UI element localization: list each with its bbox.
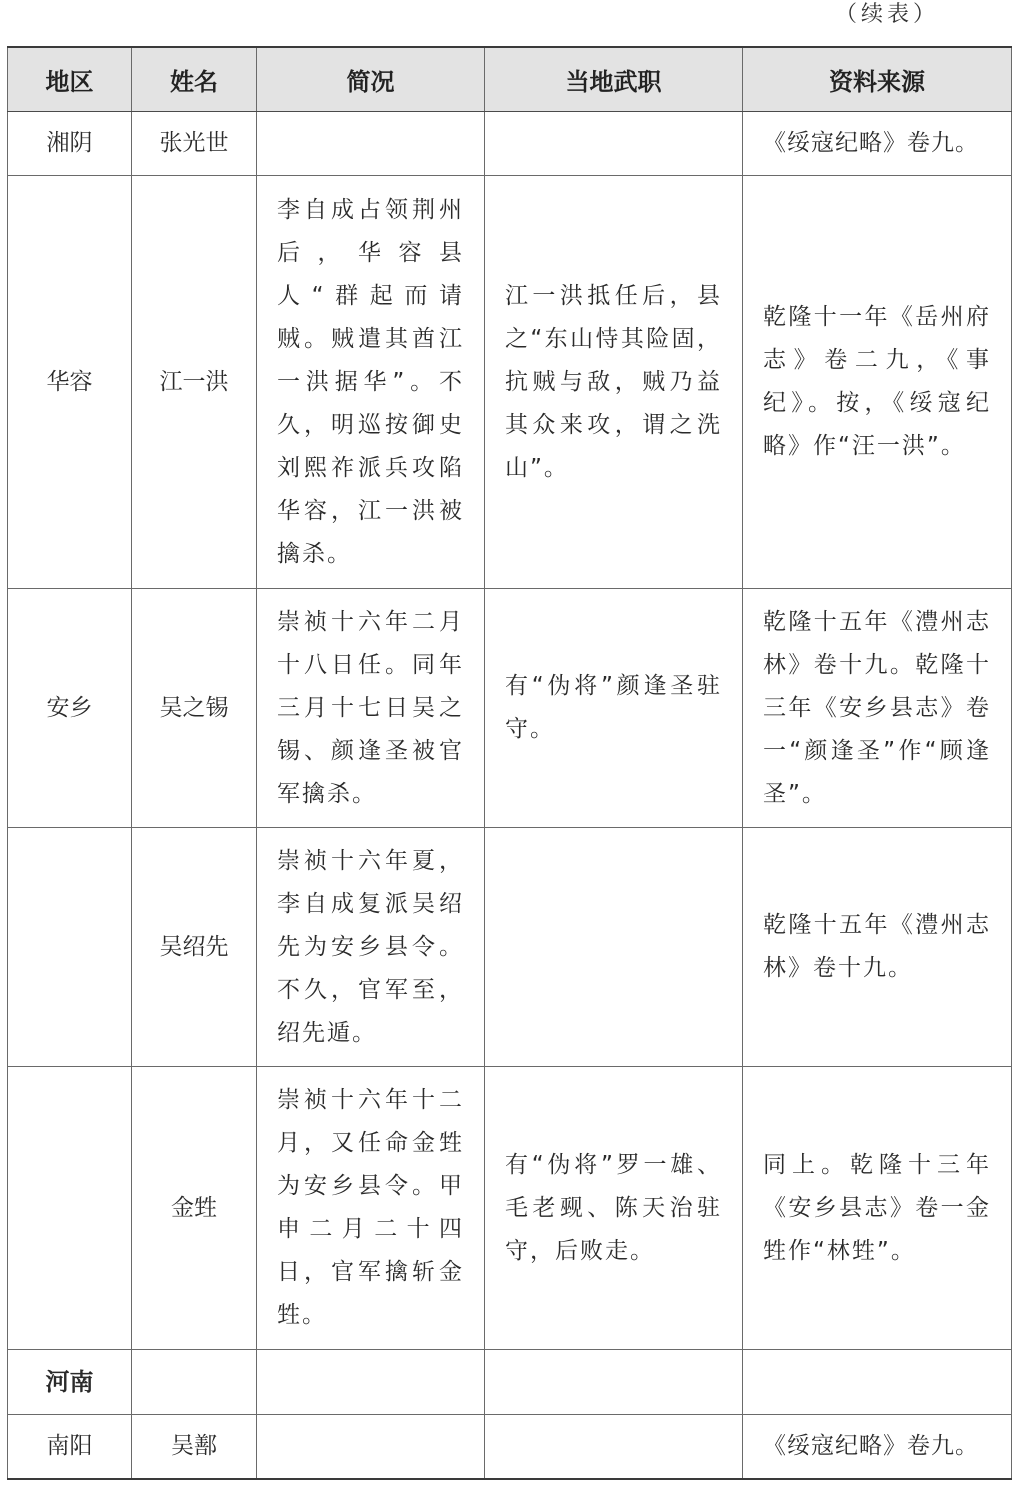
cell-source: 乾隆十一年《岳州府志》卷二九，《事纪》。按，《绥寇纪略》作“汪一洪”。: [743, 176, 1012, 589]
column-header-name: 姓名: [132, 47, 257, 112]
cell-name: 吴鄯: [132, 1415, 257, 1479]
table-header-row: [8, 47, 1012, 112]
officials-table: [7, 46, 1012, 1480]
cell-region: [8, 828, 132, 1067]
cell-summary: 崇祯十六年二月十八日任。同年三月十七日吴之锡、颜逢圣被官军擒杀。: [257, 589, 485, 828]
cell-source: 《绥寇纪略》卷九。: [743, 1415, 1012, 1479]
empty-cell: [257, 1350, 485, 1415]
cell-name: 江一洪: [132, 176, 257, 589]
table-continuation-caption: （续表）: [834, 2, 939, 27]
cell-military: [485, 828, 743, 1067]
section-heading: 河南: [8, 1350, 132, 1415]
table-row: [8, 176, 1012, 589]
cell-summary: [257, 1415, 485, 1479]
cell-region: 南阳: [8, 1415, 132, 1479]
table-row: [8, 112, 1012, 176]
cell-summary: 李自成占领荆州后，华容县人“群起而请贼。贼遣其酋江一洪据华”。不久，明巡按御史刘熙祚派兵攻陷华容，江一洪被擒杀。: [257, 176, 485, 589]
cell-military: 有“伪将”颜逢圣驻守。: [485, 589, 743, 828]
cell-region: 华容: [8, 176, 132, 589]
cell-military: 有“伪将”罗一雄、毛老觋、陈天治驻守，后败走。: [485, 1067, 743, 1350]
cell-summary: 崇祯十六年十二月，又任命金甡为安乡县令。甲申二月二十四日，官军擒斩金甡。: [257, 1067, 485, 1350]
cell-region: [8, 1067, 132, 1350]
cell-military: 江一洪抵任后，县之“东山恃其险固，抗贼与敌，贼乃益其众来攻，谓之洗山”。: [485, 176, 743, 589]
column-header-source: 资料来源: [743, 47, 1012, 112]
cell-name: 金甡: [132, 1067, 257, 1350]
column-header-region: 地区: [8, 47, 132, 112]
table-row: [8, 1415, 1012, 1479]
cell-region: 安乡: [8, 589, 132, 828]
cell-military: [485, 1415, 743, 1479]
table-row: [8, 1067, 1012, 1350]
column-header-military: 当地武职: [485, 47, 743, 112]
empty-cell: [132, 1350, 257, 1415]
table-row: [8, 828, 1012, 1067]
section-row: [8, 1350, 1012, 1415]
cell-name: 吴之锡: [132, 589, 257, 828]
empty-cell: [485, 1350, 743, 1415]
cell-military: [485, 112, 743, 176]
cell-source: 乾隆十五年《澧州志林》卷十九。: [743, 828, 1012, 1067]
cell-source: 乾隆十五年《澧州志林》卷十九。乾隆十三年《安乡县志》卷一“颜逢圣”作“顾逢圣”。: [743, 589, 1012, 828]
cell-source: 同上。乾隆十三年《安乡县志》卷一金甡作“林甡”。: [743, 1067, 1012, 1350]
cell-name: 张光世: [132, 112, 257, 176]
cell-region: 湘阴: [8, 112, 132, 176]
empty-cell: [743, 1350, 1012, 1415]
cell-summary: [257, 112, 485, 176]
table-row: [8, 589, 1012, 828]
column-header-summary: 简况: [257, 47, 485, 112]
cell-name: 吴绍先: [132, 828, 257, 1067]
cell-source: 《绥寇纪略》卷九。: [743, 112, 1012, 176]
cell-summary: 崇祯十六年夏，李自成复派吴绍先为安乡县令。不久，官军至，绍先遁。: [257, 828, 485, 1067]
